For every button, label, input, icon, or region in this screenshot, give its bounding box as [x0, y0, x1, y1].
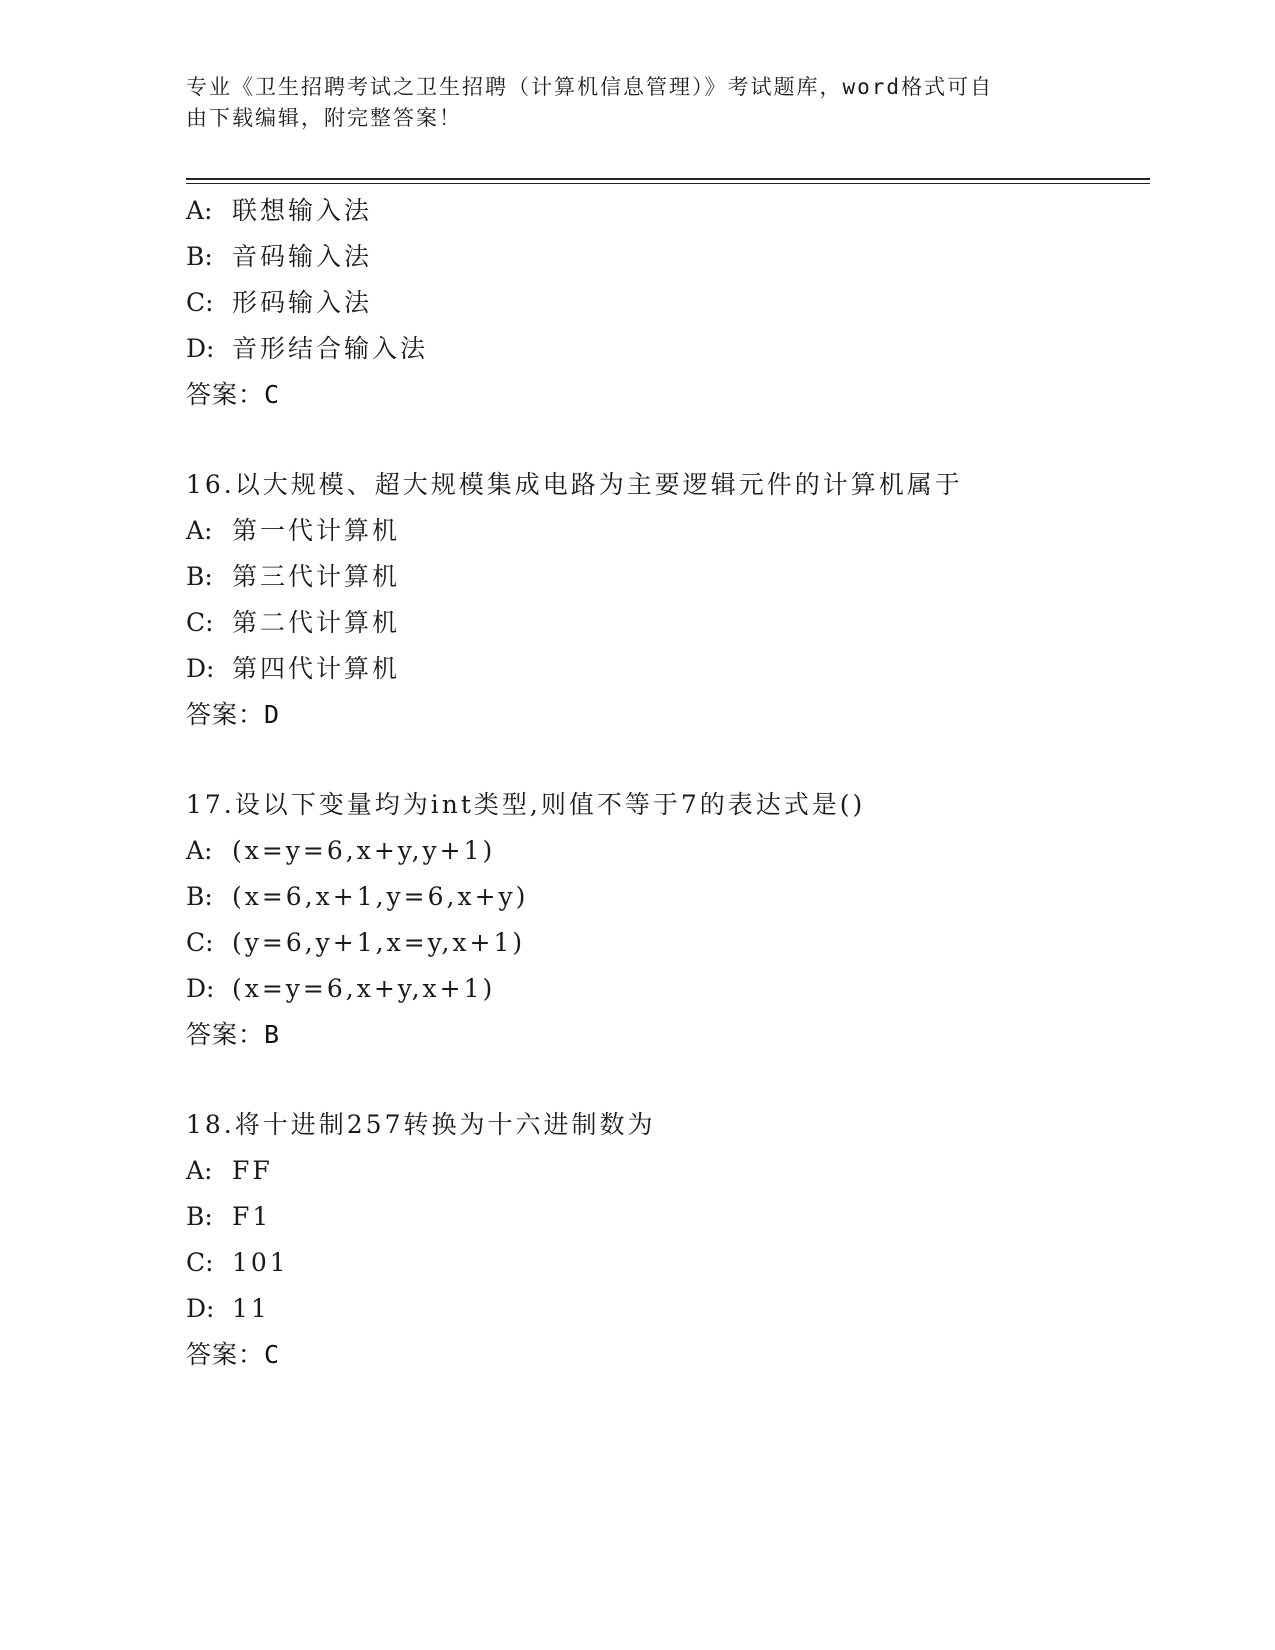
question-stem: 17.设以下变量均为int类型,则值不等于7的表达式是() — [186, 790, 866, 819]
option-b: B: 音码输入法 — [186, 242, 373, 271]
option-d: D: 11 — [186, 1294, 270, 1323]
answer: 答案：B — [186, 1020, 281, 1049]
option-a: A: 第一代计算机 — [186, 516, 401, 545]
question-16 — [186, 462, 1146, 738]
header-line-2: 由下载编辑，附完整答案！ — [186, 106, 462, 130]
option-d: D: 第四代计算机 — [186, 654, 401, 683]
question-15-continued — [186, 188, 1146, 418]
option-d: D: (x=y=6,x+y,x+1) — [186, 974, 496, 1003]
header-line-1: 专业《卫生招聘考试之卫生招聘（计算机信息管理）》考试题库，word格式可自 — [186, 75, 994, 99]
header-divider — [186, 178, 1150, 184]
option-d: D: 音形结合输入法 — [186, 334, 429, 363]
option-a: A: (x=y=6,x+y,y+1) — [186, 836, 496, 865]
document-header — [186, 72, 1066, 134]
option-c: C: 第二代计算机 — [186, 608, 401, 637]
question-17 — [186, 782, 1146, 1058]
question-stem: 18.将十进制257转换为十六进制数为 — [186, 1110, 656, 1139]
option-c: C: 101 — [186, 1248, 289, 1277]
option-a: A: 联想输入法 — [186, 196, 373, 225]
question-stem: 16.以大规模、超大规模集成电路为主要逻辑元件的计算机属于 — [186, 470, 963, 499]
question-18 — [186, 1102, 1146, 1378]
question-list — [186, 188, 1146, 1378]
option-b: B: 第三代计算机 — [186, 562, 401, 591]
answer: 答案：C — [186, 1340, 281, 1369]
option-b: B: (x=6,x+1,y=6,x+y) — [186, 882, 529, 911]
option-b: B: F1 — [186, 1202, 272, 1231]
answer: 答案：D — [186, 700, 281, 729]
option-a: A: FF — [186, 1156, 273, 1185]
option-c: C: 形码输入法 — [186, 288, 373, 317]
option-c: C: (y=6,y+1,x=y,x+1) — [186, 928, 526, 957]
answer: 答案：C — [186, 380, 281, 409]
